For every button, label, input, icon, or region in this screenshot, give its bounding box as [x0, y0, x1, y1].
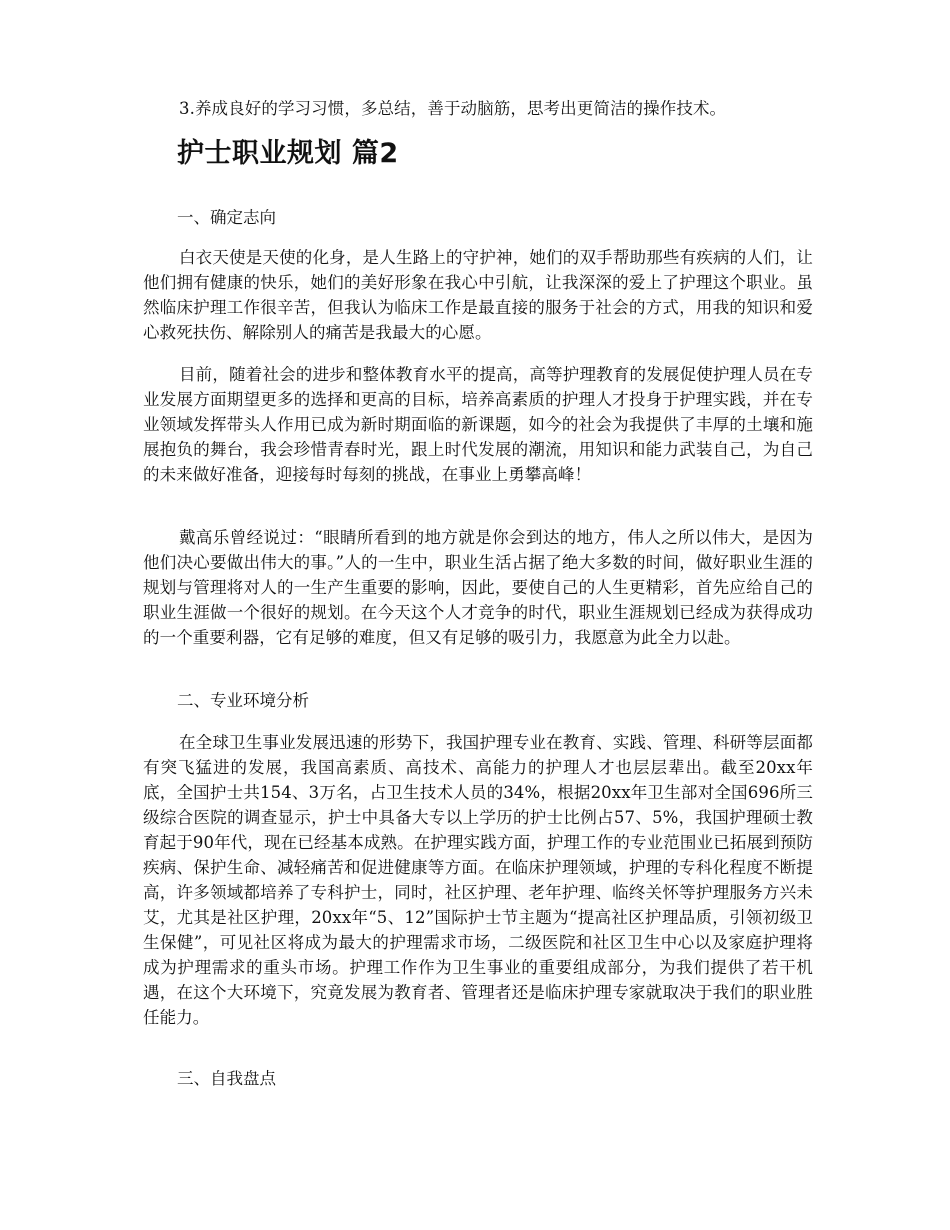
- paragraph-4: 在全球卫生事业发展迅速的形势下，我国护理专业在教育、实践、管理、科研等层面都有突飞猛进的发展，我国高素质、高技术、高能力的护理人才也层层辈出。截至20xx年底，全国护士共154、3万名，占卫生技术人员的34%，根据20xx年卫生部对全国696所三级综合医院的调查显示，护士中具备大专以上学历的护士比例占57、5%，我国护理硕士教育起于90年代，现在已经基本成熟。在护理实践方面，护理工作的专业范围业已拓展到预防疾病、保护生命、减轻痛苦和促进健康等方面。在临床护理领域，护理的专科化程度不断提高，许多领域都培养了专科护士，同时，社区护理、老年护理、临终关怀等护理服务方兴未艾，尤其是社区护理，20xx年“5、12”国际护士节主题为“提高社区护理品质，引领初级卫生保健”，可见社区将成为最大的护理需求市场，二级医院和社区卫生中心以及家庭护理将成为护理需求的重头市场。护理工作作为卫生事业的重要组成部分，为我们提供了若干机遇，在这个大环境下，究竟发展为教育者、管理者还是临床护理专家就取决于我们的职业胜任能力。: [143, 733, 813, 1027]
- intro-list-item: 3.养成良好的学习习惯，多总结，善于动脑筋，思考出更简洁的操作技术。: [179, 99, 727, 118]
- paragraph-1: 白衣天使是天使的化身，是人生路上的守护神，她们的双手帮助那些有疾病的人们，让他们拥有健康的快乐，她们的美好形象在我心中引航，让我深深的爱上了护理这个职业。虽然临床护理工作很辛苦，但我认为临床工作是最直接的服务于社会的方式，用我的知识和爱心救死扶伤、解除别人的痛苦是我最大的心愿。: [143, 248, 813, 342]
- paragraph-2: 目前，随着社会的进步和整体教育水平的提高，高等护理教育的发展促使护理人员在专业发展方面期望更多的选择和更高的目标，培养高素质的护理人才投身于护理实践，并在专业领域发挥带头人作用已成为新时期面临的新课题，如今的社会为我提供了丰厚的土壤和施展抱负的舞台，我会珍惜青春时光，跟上时代发展的潮流，用知识和能力武装自己，为自己的未来做好准备，迎接每时每刻的挑战，在事业上勇攀高峰！: [143, 365, 813, 484]
- subsection-title-1: 一、确定志向: [177, 208, 276, 227]
- subsection-title-3: 三、自我盘点: [177, 1069, 276, 1088]
- section-heading: 护士职业规划 篇2: [177, 138, 399, 169]
- paragraph-3: 戴高乐曾经说过：“眼睛所看到的地方就是你会到达的地方，伟人之所以伟大，是因为他们决心要做出伟大的事。”人的一生中，职业生活占据了绝大多数的时间，做好职业生涯的规划与管理将对人的一生产生重要的影响，因此，要使自己的人生更精彩，首先应给自己的职业生涯做一个很好的规划。在今天这个人才竞争的时代，职业生涯规划已经成为获得成功的一个重要利器，它有足够的难度，但又有足够的吸引力，我愿意为此全力以赴。: [143, 528, 813, 647]
- subsection-title-2: 二、专业环境分析: [177, 691, 309, 710]
